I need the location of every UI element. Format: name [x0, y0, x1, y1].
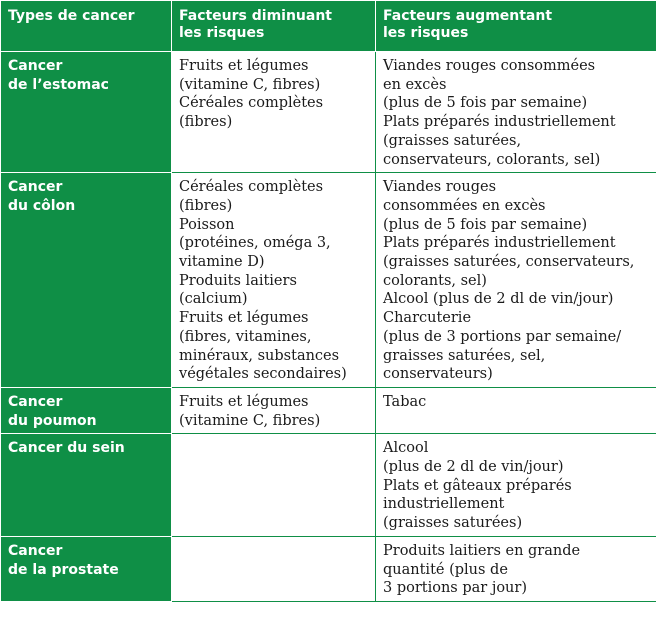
- table-row: [1, 52, 656, 173]
- cell-line: (fibres): [179, 197, 233, 214]
- cell-line: Fruits et légumes: [179, 310, 309, 327]
- header-increasing-factors: [376, 1, 656, 52]
- cell-line: 3 portions par jour): [383, 580, 527, 597]
- decreasing-factors-cell: [172, 387, 376, 433]
- cell-line: Alcool: [383, 440, 429, 457]
- header-row: [1, 1, 656, 52]
- cell-line: Fruits et légumes: [179, 393, 309, 410]
- increasing-factors-cell: [376, 173, 656, 388]
- cell-line: Facteurs diminuant: [179, 8, 333, 24]
- cell-line: Produits laitiers en grande: [383, 542, 581, 559]
- decreasing-factors-cell: [172, 434, 376, 537]
- cell-line: industriellement: [383, 496, 505, 513]
- cell-line: (plus de 5 fois par semaine): [383, 216, 588, 233]
- table-row: [1, 387, 656, 433]
- cell-line: (vitamine C, fibres): [179, 412, 321, 429]
- increasing-factors-cell: [376, 536, 656, 601]
- cell-line: Tabac: [383, 393, 427, 410]
- cell-line: (protéines, oméga 3,: [179, 235, 331, 252]
- cell-line: conservateurs, colorants, sel): [383, 151, 601, 168]
- cell-line: Plats et gâteaux préparés: [383, 477, 572, 494]
- cell-line: Cancer du sein: [8, 440, 125, 457]
- cell-line: Céréales complètes: [179, 95, 324, 112]
- cancer-type-cell: [1, 173, 172, 388]
- cell-line: Charcuterie: [383, 310, 472, 327]
- decreasing-factors-cell: [172, 52, 376, 173]
- cell-line: Cancer: [8, 542, 63, 559]
- cell-line: Poisson: [179, 216, 235, 233]
- header-decreasing-factors: [172, 1, 376, 52]
- cell-line: les risques: [179, 25, 265, 41]
- cell-line: (graisses saturées, conservateurs,: [383, 254, 635, 271]
- increasing-factors-cell: [376, 434, 656, 537]
- cell-line: (fibres, vitamines,: [179, 328, 312, 345]
- table-row: [1, 434, 656, 537]
- cell-line: du côlon: [8, 197, 76, 214]
- cell-line: vitamine D): [179, 254, 265, 271]
- cell-line: Fruits et légumes: [179, 58, 309, 74]
- cell-line: de l’estomac: [8, 76, 109, 93]
- cell-line: Viandes rouges: [383, 179, 497, 196]
- cell-line: Cancer: [8, 393, 63, 410]
- cell-line: (plus de 5 fois par semaine): [383, 95, 588, 112]
- cell-line: (graisses saturées,: [383, 132, 522, 149]
- cell-line: (plus de 3 portions par semaine/: [383, 328, 622, 345]
- cell-line: Viandes rouges consommées: [383, 58, 596, 74]
- cell-line: Céréales complètes: [179, 179, 324, 196]
- cell-line: Alcool (plus de 2 dl de vin/jour): [383, 291, 614, 308]
- cell-line: (graisses saturées): [383, 515, 523, 532]
- cell-line: en excès: [383, 76, 447, 93]
- cancer-type-cell: [1, 434, 172, 537]
- cell-line: Plats préparés industriellement: [383, 114, 616, 131]
- increasing-factors-cell: [376, 387, 656, 433]
- cell-line: Cancer: [8, 179, 63, 196]
- cell-line: les risques: [383, 25, 469, 41]
- cell-line: (calcium): [179, 291, 248, 308]
- cell-line: quantité (plus de: [383, 561, 508, 578]
- cancer-type-cell: [1, 536, 172, 601]
- table-body: [1, 52, 656, 602]
- table-header: [1, 1, 656, 52]
- cell-line: (fibres): [179, 114, 233, 131]
- cell-line: minéraux, substances: [179, 347, 340, 364]
- cell-line: de la prostate: [8, 561, 119, 578]
- cell-line: Produits laitiers: [179, 272, 297, 289]
- cell-line: Cancer: [8, 58, 63, 74]
- increasing-factors-cell: [376, 52, 656, 173]
- cell-line: (vitamine C, fibres): [179, 76, 321, 93]
- cancer-type-cell: [1, 52, 172, 173]
- cell-line: conservateurs): [383, 366, 493, 383]
- cell-line: du poumon: [8, 412, 97, 429]
- decreasing-factors-cell: [172, 536, 376, 601]
- cell-line: Plats préparés industriellement: [383, 235, 616, 252]
- cancer-type-cell: [1, 387, 172, 433]
- cell-line: (plus de 2 dl de vin/jour): [383, 459, 564, 476]
- cell-line: colorants, sel): [383, 272, 487, 289]
- header-cancer-types: [1, 1, 172, 52]
- cell-line: consommées en excès: [383, 197, 546, 214]
- cell-line: Types de cancer: [8, 8, 135, 24]
- cell-line: végétales secondaires): [179, 366, 347, 383]
- decreasing-factors-cell: [172, 173, 376, 388]
- table-row: [1, 173, 656, 388]
- table-row: [1, 536, 656, 601]
- cell-line: Facteurs augmentant: [383, 8, 553, 24]
- cell-line: graisses saturées, sel,: [383, 347, 546, 364]
